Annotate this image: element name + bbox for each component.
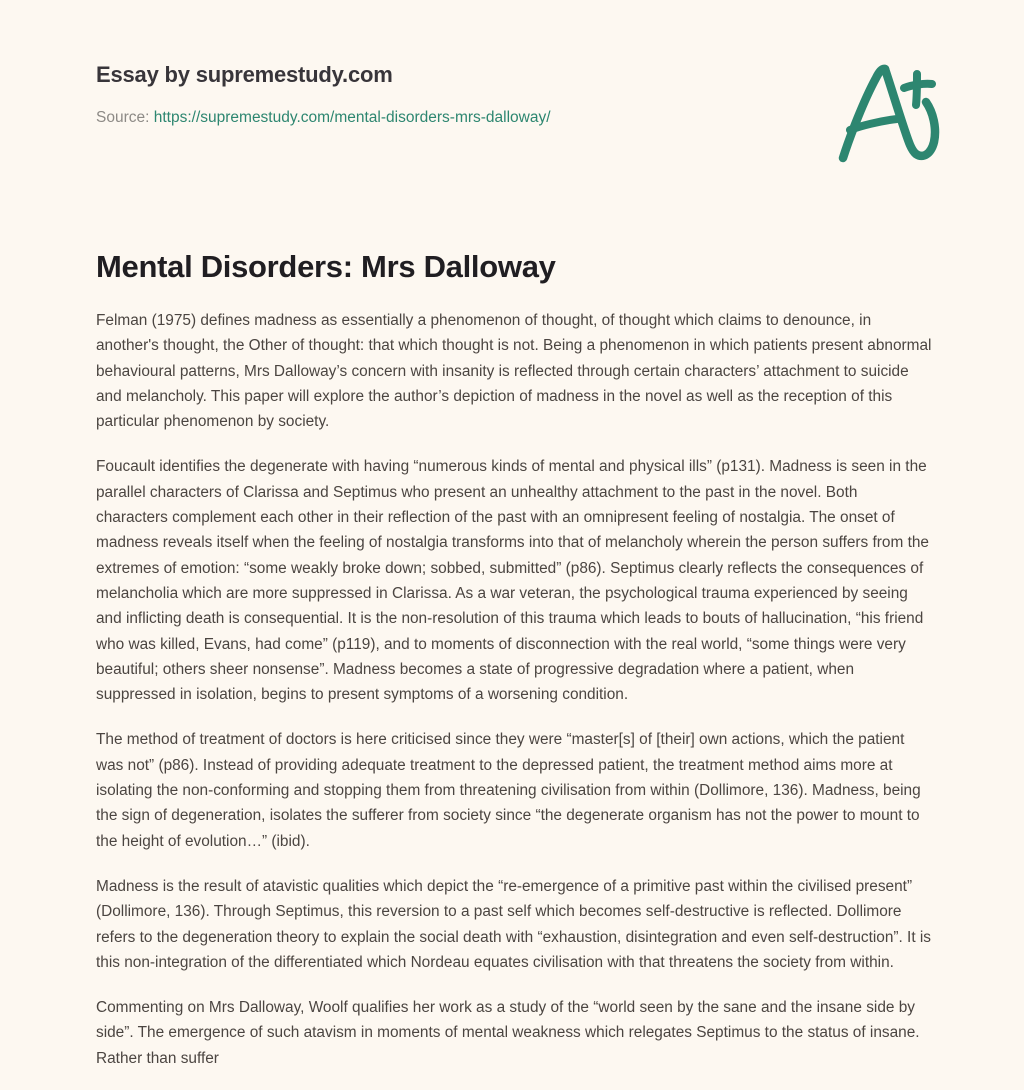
article-paragraph: The method of treatment of doctors is here criticised since they were “master[s] of [their] own actions, which the patient was not” (p86). Instead of providing adequate treatment to the depressed patient, the treatment method aims more at isolating the non-conforming and stopping them from threatening civilisation from within (Dollimore, 136). Madness, being the sign of degeneration, isolates the sufferer from society since “the degenerate organism has not the power to mount to the height of evolution…” (ibid). xyxy=(96,731,921,850)
article-paragraph: Madness is the result of atavistic qualities which depict the “re-emergence of a primitive past within the civilised present” (Dollimore, 136). Through Septimus, this reversion to a past self which becomes self-destructive is reflected. Dollimore refers to the degeneration theory to explain the social death with “exhaustion, disintegration and even self-destruction”. It is this non-integration of the differentiated which Nordeau equates civilisation with that threatens the society from within. xyxy=(96,877,932,971)
page-title: Mental Disorders: Mrs Dalloway xyxy=(96,249,556,284)
article-paragraph: Commenting on Mrs Dalloway, Woolf qualifies her work as a study of the “world seen by the sane and the insane side by side”. The emergence of such atavism in moments of mental weakness which relegates Septimus to the status of insane. Rather than suffer xyxy=(96,999,920,1067)
source-url-link[interactable]: https://supremestudy.com/mental-disorders-mrs-dalloway/ xyxy=(153,109,551,127)
article-paragraph: Foucault identifies the degenerate with having “numerous kinds of mental and physical ills” (p131). Madness is seen in the parallel characters of Clarissa and Septimus who present an unhealthy attachment to the past in the novel. Both characters complement each other in their reflection of the past with an omnipresent feeling of nostalgia. The onset of madness reveals itself when the feeling of nostalgia transforms into that of melancholy wherein the person suffers from the extremes of emotion: “some weakly broke down; sobbed, submitted” (p86). Septimus clearly reflects the consequences of melancholia which are more suppressed in Clarissa. As a war veteran, the psychological trauma experienced by seeing and inflicting death is consequential. It is the non-resolution of this trauma which leads to bouts of hallucination, “his friend who was killed, Evans, had come” (p119), and to moments of disconnection with the real world, “some things were very beautiful; others sheer nonsense”. Madness becomes a state of progressive degradation where a patient, when suppressed in isolation, begins to present symptoms of a worsening condition. xyxy=(96,458,929,704)
byline: Essay by supremestudy.com xyxy=(96,62,393,87)
page-header xyxy=(96,62,928,172)
source-label: Source: xyxy=(96,109,150,127)
source-line xyxy=(96,88,928,128)
article-body xyxy=(96,308,932,1071)
article-paragraph: Felman (1975) defines madness as essentially a phenomenon of thought, of thought which claims to denounce, in another's thought, the Other of thought: that which thought is not. Being a phenomenon in which patients present abnormal behavioural patterns, Mrs Dalloway’s concern with insanity is reflected through certain characters’ attachment to suicide and melancholy. This paper will explore the author’s depiction of madness in the novel as well as the reception of this particular phenomenon by society. xyxy=(96,312,932,431)
